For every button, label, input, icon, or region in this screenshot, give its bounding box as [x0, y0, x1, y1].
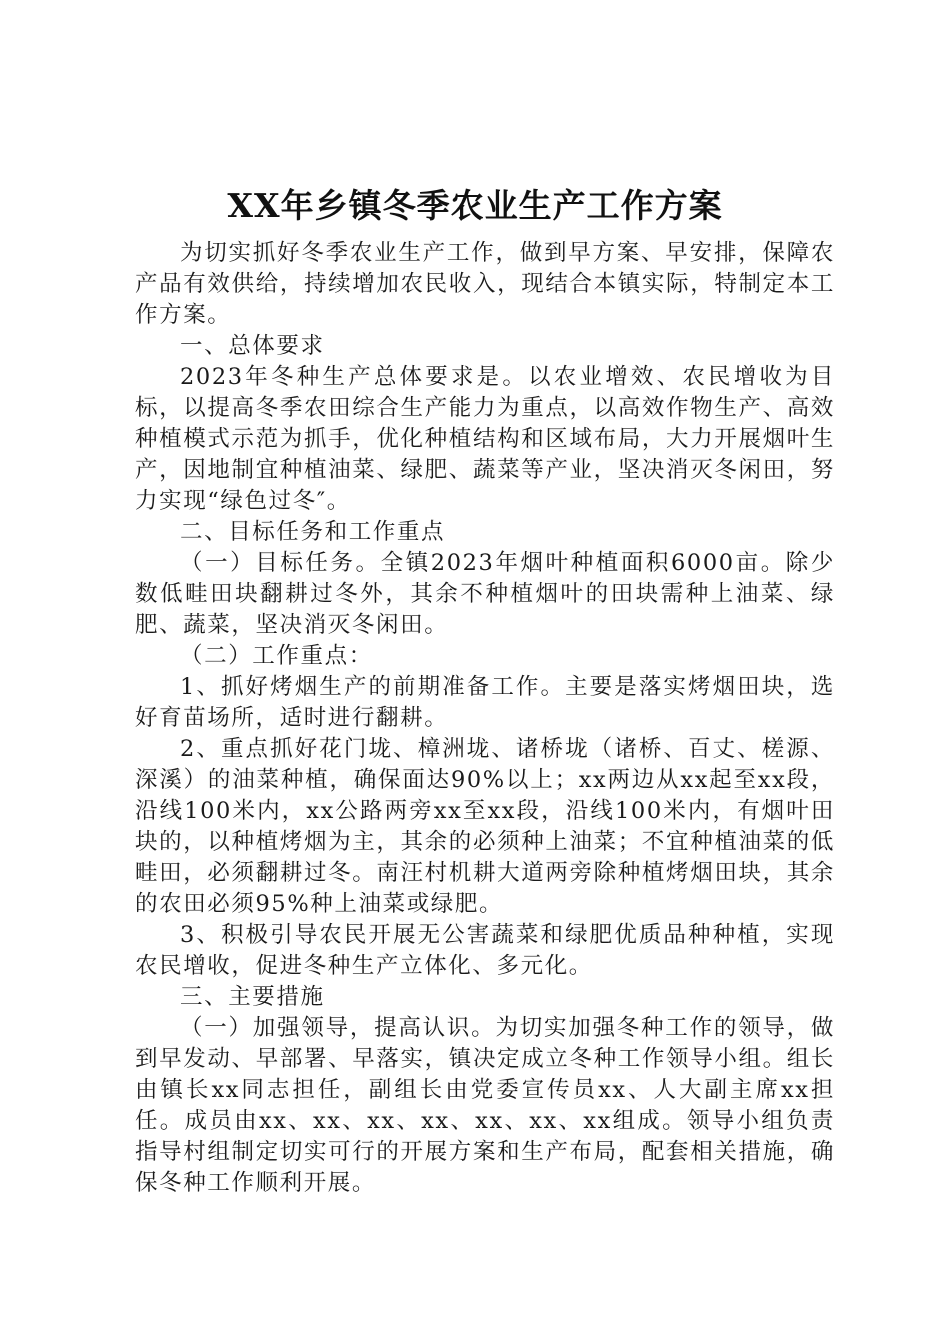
paragraph-overall-requirements: 2023年冬种生产总体要求是。以农业增效、农民增收为目标，以提高冬季农田综合生产能力为重点，以高效作物生产、高效种植模式示范为抓手，优化种植结构和区域布局，大力开展烟叶生产，因地制宜种植油菜、绿肥、蔬菜等产业，坚决消灭冬闲田，努力实现“绿色过冬″。	[135, 364, 835, 514]
paragraph-item-3: 3、积极引导农民开展无公害蔬菜和绿肥优质品种种植，实现农民增收，促进冬种生产立体化、多元化。	[135, 922, 835, 979]
paragraph-item-1: 1、抓好烤烟生产的前期准备工作。主要是落实烤烟田块，选好育苗场所，适时进行翻耕。	[135, 674, 835, 731]
paragraph-item-2: 2、重点抓好花门垅、樟洲垅、诸桥垅（诸桥、百丈、槎源、深溪）的油菜种植，确保面达90%以上；xx两边从xx起至xx段，沿线100米内，xx公路两旁xx至xx段，沿线100米内，有烟叶田块的，以种植烤烟为主，其余的必须种上油菜；不宜种植油菜的低畦田，必须翻耕过冬。南汪村机耕大道两旁除种植烤烟田块，其余的农田必须95%种上油菜或绿肥。	[135, 736, 835, 917]
section-heading-3: 三、主要措施	[180, 984, 325, 1010]
paragraph-intro: 为切实抓好冬季农业生产工作，做到早方案、早安排，保障农产品有效供给，持续增加农民收入，现结合本镇实际，特制定本工作方案。	[135, 240, 835, 328]
paragraph-target-tasks: （一）目标任务。全镇2023年烟叶种植面积6000亩。除少数低畦田块翻耕过冬外，其余不种植烟叶的田块需种上油菜、绿肥、蔬菜，坚决消灭冬闲田。	[135, 550, 835, 638]
subheading-key-work: （二）工作重点：	[180, 643, 373, 669]
document-title: XX年乡镇冬季农业生产工作方案	[227, 186, 723, 225]
document-body	[135, 238, 835, 1199]
paragraph-measure-1: （一）加强领导，提高认识。为切实加强冬种工作的领导，做到早发动、早部署、早落实，镇决定成立冬种工作领导小组。组长由镇长xx同志担任，副组长由党委宣传员xx、人大副主席xx担任。成员由xx、xx、xx、xx、xx、xx、xx组成。领导小组负责指导村组制定切实可行的开展方案和生产布局，配套相关措施，确保冬种工作顺利开展。	[135, 1015, 835, 1196]
section-heading-2: 二、目标任务和工作重点	[180, 519, 446, 545]
section-heading-1: 一、总体要求	[180, 333, 325, 359]
